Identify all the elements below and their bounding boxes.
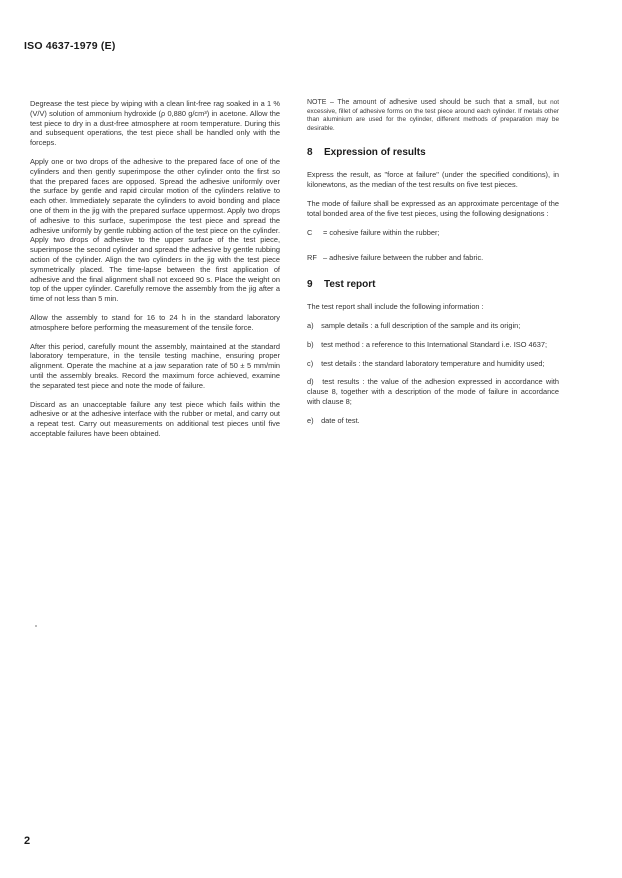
report-item-text: sample details : a full description of the sample and its origin;	[321, 320, 521, 330]
report-item-label: e)	[307, 415, 314, 425]
paragraph-allow-stand: Allow the assembly to stand for 16 to 24 h in the standard laboratory atmosphere before performing the measurement of the tensile force.	[30, 312, 280, 332]
section-8-title: Expression of results	[324, 147, 426, 159]
paragraph-mount-assembly: After this period, carefully mount the assembly, maintained at the standard laboratory temperature, in the tensile testing machine, ensuring proper alignment. Operate the machine at a jaw separation rate of 50 ± 5 mm/min until the assembly breaks. Record the maximum force achieved, examine the separated test piece and note the mode of failure.	[30, 341, 280, 390]
note-head-text: – The amount of adhesive used should be such that a small,	[326, 99, 535, 106]
report-item	[307, 416, 559, 426]
report-item-text: date of test.	[321, 415, 360, 425]
note-block	[307, 99, 559, 133]
designation-adhesive	[307, 253, 559, 263]
report-item-label: b)	[307, 339, 314, 349]
section-8-number: 8	[307, 147, 313, 159]
section-9-title: Test report	[324, 279, 376, 291]
section-8-heading	[307, 147, 559, 158]
report-item-text: test results : the value of the adhesion expressed in accordance with clause 8, together with a description of the mode of failure in accordance with clause 8;	[307, 377, 559, 406]
report-item-label: d)	[307, 377, 314, 387]
section-9-heading	[307, 279, 559, 290]
report-item-text: test method : a reference to this International Standard i.e. ISO 4637;	[321, 339, 548, 349]
report-item-label: a)	[307, 320, 314, 330]
designation-text: = cohesive failure within the rubber;	[323, 227, 440, 237]
designation-symbol: RF	[307, 253, 317, 263]
document-id-header: ISO 4637-1979 (E)	[24, 40, 116, 52]
designation-text: – adhesive failure between the rubber and fabric.	[323, 253, 484, 263]
paragraph-degrease: Degrease the test piece by wiping with a clean lint-free rag soaked in a 1 % (V/V) solution of ammonium hydroxide (ρ 0,880 g/cm³) in acetone. Allow the test piece to dry in a dust-free atmosphere at room temperature. During this and subsequent operations, the test piece shall be handled only with the forceps.	[30, 99, 280, 148]
paragraph-discard-failure: Discard as an unacceptable failure any test piece which fails within the adhesive or at the adhesive interface with the rubber or metal, and carry out a repeat test. Carry out measurements on additional test pieces until five acceptable failures have been obtained.	[30, 399, 280, 438]
scan-speck	[35, 625, 37, 627]
note-body-text: but not excessive, fillet of adhesive forms on the test piece around each cylinder. If metals other than aluminium are used for the cylinder, different methods of preparation may be desirable.	[307, 99, 559, 132]
section-8-paragraph-express: Express the result, as "force at failure" (under the specified conditions), in kilonewtons, as the median of the test results on five test pieces.	[307, 170, 559, 190]
page-number: 2	[24, 835, 31, 847]
report-item	[307, 321, 559, 331]
section-9-intro: The test report shall include the following information :	[307, 302, 484, 312]
section-9-number: 9	[307, 279, 313, 291]
report-item	[307, 340, 559, 350]
designation-cohesive	[307, 228, 559, 238]
report-item-label: c)	[307, 358, 314, 368]
report-item-text: test details : the standard laboratory temperature and humidity used;	[321, 358, 545, 368]
left-column	[30, 99, 280, 448]
section-8-paragraph-mode: The mode of failure shall be expressed as an approximate percentage of the total bonded area of the five test pieces, using the following designations :	[307, 198, 559, 218]
designation-symbol: C	[307, 227, 313, 237]
right-column	[307, 99, 559, 435]
report-item	[307, 377, 559, 406]
paragraph-apply-adhesive: Apply one or two drops of the adhesive to the prepared face of one of the cylinders and then gently superimpose the other cylinder onto the first so that the prepared faces are opposed. Spread the adhesive uniformly over the surface by gentle and rapid circular motion of the cylinders relative to each other. Immediately separate the cylinders to avoid bonding and place one of them in the jig with the prepared surface uppermost. Apply two drops of adhesive to this surface, superimpose the test piece and spread the adhesive uniformly by gentle rubbing action of the test piece on the cylinder. Apply two drops of adhesive to the upper surface of the test piece, superimpose the second cylinder and spread the adhesive by gentle rubbing action of the cylinder. Align the two cylinders in the jig with the test piece symmetrically placed. The time-lapse between the first application of adhesive and the final alignment shall not exceed 90 s. Place the weight on top of the upper cylinder. Carefully remove the assembly from the jig after a time of not less than 5 min.	[30, 156, 280, 304]
report-item	[307, 359, 559, 369]
note-label: NOTE	[307, 99, 327, 106]
